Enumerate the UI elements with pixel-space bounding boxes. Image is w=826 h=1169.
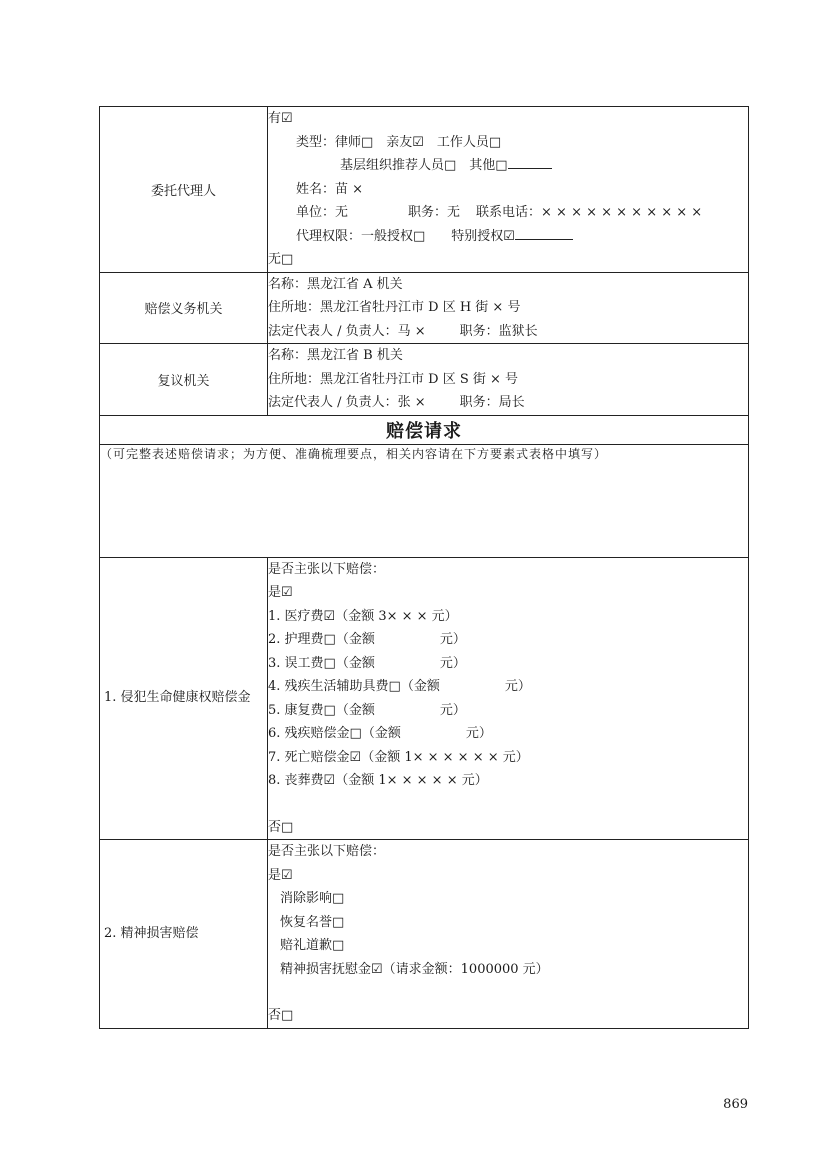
review-org-label: 复议机关 <box>100 344 268 416</box>
mental-item: 精神损害抚慰金☑（请求金额：1000000 元） <box>280 961 549 977</box>
request-note-row <box>100 444 749 557</box>
review-org-rep: 法定代表人 / 负责人：张 × <box>268 395 426 410</box>
compensation-org-address: 住所地：黑龙江省牡丹江市 D 区 H 街 × 号 <box>268 300 521 315</box>
mental-no: 否□ <box>268 1008 294 1023</box>
compensation-org-row <box>100 272 749 344</box>
mental-item: 恢复名誉□ <box>280 914 345 930</box>
review-org-address: 住所地：黑龙江省牡丹江市 D 区 S 街 × 号 <box>268 371 519 387</box>
agent-row <box>100 107 749 273</box>
agent-type-2 <box>268 154 748 178</box>
agent-unit: 单位：无 <box>296 205 349 220</box>
life-health-label: 1. 侵犯生命健康权赔偿金 <box>100 557 268 840</box>
agent-yes: 有☑ <box>268 111 293 126</box>
life-health-yes: 是☑ <box>268 585 293 600</box>
life-health-item: 3. 误工费□（金额 元） <box>268 655 466 671</box>
mental-content <box>268 840 749 1029</box>
review-org-name: 名称：黑龙江省 B 机关 <box>268 348 403 363</box>
compensation-org-label: 赔偿义务机关 <box>100 272 268 344</box>
life-health-content <box>268 557 749 840</box>
mental-item: 消除影响□ <box>280 891 345 906</box>
mental-yes: 是☑ <box>268 867 293 883</box>
agent-unit-line <box>268 201 748 225</box>
mental-label: 2. 精神损害赔偿 <box>100 840 268 1029</box>
review-org-row <box>100 344 749 416</box>
agent-authority: 代理权限：一般授权□ 特别授权☑ <box>296 228 515 244</box>
life-health-row <box>100 557 749 840</box>
agent-no: 无□ <box>268 252 294 267</box>
compensation-org-content <box>268 272 749 344</box>
life-health-no: 否□ <box>268 819 294 835</box>
mental-question: 是否主张以下赔偿： <box>268 844 386 859</box>
page-number: 869 <box>723 1097 748 1112</box>
compensation-org-rep-job: 职务：监狱长 <box>459 323 538 339</box>
life-health-item: 7. 死亡赔偿金☑（金额 1× × × × × × 元） <box>268 749 529 765</box>
life-health-item: 4. 残疾生活辅助具费□（金额 元） <box>268 679 531 694</box>
agent-type: 类型：律师□ 亲友☑ 工作人员□ <box>296 134 502 150</box>
compensation-org-name: 名称：黑龙江省 A 机关 <box>268 276 403 292</box>
life-health-item: 5. 康复费□（金额 元） <box>268 702 466 718</box>
life-health-item: 2. 护理费□（金额 元） <box>268 632 466 647</box>
life-health-item: 6. 残疾赔偿金□（金额 元） <box>268 726 492 741</box>
review-org-rep-job: 职务：局长 <box>459 395 525 410</box>
mental-row <box>100 840 749 1029</box>
compensation-org-rep-line <box>268 320 748 344</box>
agent-type-2-text: 基层组织推荐人员□ 其他□ <box>340 158 508 173</box>
compensation-form-table <box>99 106 749 1029</box>
life-health-item: 1. 医疗费☑（金额 3× × × 元） <box>268 608 458 624</box>
agent-authority-line <box>268 225 748 249</box>
compensation-org-rep: 法定代表人 / 负责人：马 × <box>268 323 426 339</box>
authority-blank-line <box>515 225 573 240</box>
review-org-content <box>268 344 749 416</box>
agent-job: 职务：无 <box>408 205 461 220</box>
other-blank-line <box>508 154 552 169</box>
section-title-row <box>100 415 749 444</box>
mental-item: 赔礼道歉□ <box>280 938 345 953</box>
life-health-item: 8. 丧葬费☑（金额 1× × × × × 元） <box>268 773 488 788</box>
agent-label: 委托代理人 <box>100 107 268 273</box>
section-title: 赔偿请求 <box>100 415 749 444</box>
life-health-question: 是否主张以下赔偿： <box>268 561 386 577</box>
agent-content <box>268 107 749 273</box>
agent-name: 姓名：苗 × <box>296 181 364 197</box>
agent-phone: 联系电话：× × × × × × × × × × × <box>476 205 703 220</box>
request-note: （可完整表述赔偿请求；为方便、准确梳理要点，相关内容请在下方要素式表格中填写） <box>100 444 749 557</box>
review-org-rep-line <box>268 391 748 415</box>
